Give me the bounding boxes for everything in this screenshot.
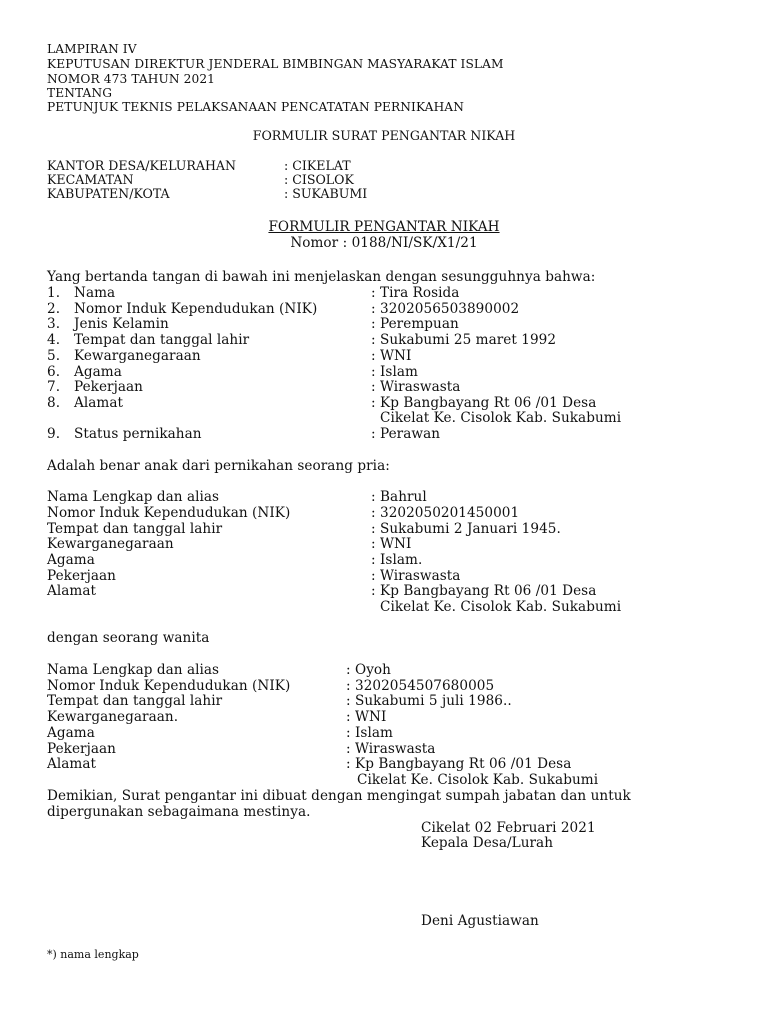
mother-label: Pekerjaan <box>47 741 116 757</box>
location-label: KANTOR DESA/KELURAHAN <box>47 158 237 173</box>
signature-position: Kepala Desa/Lurah <box>421 835 554 851</box>
item-number: 5. <box>47 348 61 364</box>
father-value: : Wiraswasta <box>371 568 461 584</box>
item-label: Pekerjaan <box>74 379 143 395</box>
item-value: : Islam <box>371 364 418 380</box>
item-label: Agama <box>74 364 122 380</box>
header-line-2: KEPUTUSAN DIREKTUR JENDERAL BIMBINGAN MASYARAKAT ISLAM <box>47 57 504 71</box>
item-label: Nama <box>74 285 116 301</box>
item-number: 3. <box>47 316 61 332</box>
item-label: Alamat <box>74 395 124 411</box>
father-value: : 3202050201450001 <box>371 505 520 521</box>
father-value: : Islam. <box>371 552 423 568</box>
item-label: Status pernikahan <box>74 426 202 442</box>
item-label: Kewarganegaraan <box>74 348 201 364</box>
intro-text: Yang bertanda tangan di bawah ini menjelaskan dengan sesungguhnya bahwa: <box>47 269 596 285</box>
item-value: : Wiraswasta <box>371 379 461 395</box>
father-label: Kewarganegaraan <box>47 536 174 552</box>
closing-text-line-2: dipergunakan sebagaimana mestinya. <box>47 804 311 820</box>
father-label: Agama <box>47 552 95 568</box>
item-number: 6. <box>47 364 61 380</box>
header-line-4: TENTANG <box>47 86 113 100</box>
mother-label: Alamat <box>47 756 97 772</box>
mother-value: : Oyoh <box>346 662 391 678</box>
item-value: : Perempuan <box>371 316 459 332</box>
father-value: : WNI <box>371 536 412 552</box>
item-value: : WNI <box>371 348 412 364</box>
father-label: Nama Lengkap dan alias <box>47 489 220 505</box>
item-value: : Kp Bangbayang Rt 06 /01 Desa <box>371 395 597 411</box>
father-value: : Sukabumi 2 Januari 1945. <box>371 521 561 537</box>
header-line-3: NOMOR 473 TAHUN 2021 <box>47 72 216 86</box>
mother-value: : WNI <box>346 709 387 725</box>
location-label: KECAMATAN <box>47 172 134 187</box>
location-label: KABUPATEN/KOTA <box>47 186 170 201</box>
mother-value: : Wiraswasta <box>346 741 436 757</box>
location-value: : SUKABUMI <box>284 186 368 201</box>
header-line-5: PETUNJUK TEKNIS PELAKSANAAN PENCATATAN PERNIKAHAN <box>47 100 464 114</box>
mother-value-continued: Cikelat Ke. Cisolok Kab. Sukabumi <box>357 772 599 788</box>
signature-name: Deni Agustiawan <box>421 913 539 929</box>
item-label: Jenis Kelamin <box>74 316 169 332</box>
mother-value: : 3202054507680005 <box>346 678 495 694</box>
father-intro: Adalah benar anak dari pernikahan seorang pria: <box>47 458 390 474</box>
mother-value: : Kp Bangbayang Rt 06 /01 Desa <box>346 756 572 772</box>
item-number: 7. <box>47 379 61 395</box>
footnote: *) nama lengkap <box>47 948 139 961</box>
item-value: : Tira Rosida <box>371 285 460 301</box>
item-number: 2. <box>47 301 61 317</box>
item-value-continued: Cikelat Ke. Cisolok Kab. Sukabumi <box>380 410 622 426</box>
mother-label: Agama <box>47 725 95 741</box>
mother-label: Nama Lengkap dan alias <box>47 662 220 678</box>
mother-value: : Sukabumi 5 juli 1986.. <box>346 693 512 709</box>
mother-intro: dengan seorang wanita <box>47 630 210 646</box>
mother-value: : Islam <box>346 725 393 741</box>
mother-label: Kewarganegaraan. <box>47 709 179 725</box>
mother-label: Tempat dan tanggal lahir <box>47 693 223 709</box>
form-title: FORMULIR SURAT PENGANTAR NIKAH <box>252 128 516 143</box>
closing-text-line-1: Demikian, Surat pengantar ini dibuat dengan mengingat sumpah jabatan dan untuk <box>47 788 631 804</box>
item-value: : Perawan <box>371 426 441 442</box>
item-value: : Sukabumi 25 maret 1992 <box>371 332 557 348</box>
father-label: Pekerjaan <box>47 568 116 584</box>
item-label: Tempat dan tanggal lahir <box>74 332 250 348</box>
header-line-1: LAMPIRAN IV <box>47 42 137 56</box>
mother-label: Nomor Induk Kependudukan (NIK) <box>47 678 291 694</box>
item-number: 9. <box>47 426 61 442</box>
father-label: Nomor Induk Kependudukan (NIK) <box>47 505 291 521</box>
item-number: 1. <box>47 285 61 301</box>
location-value: : CIKELAT <box>284 158 351 173</box>
father-value-continued: Cikelat Ke. Cisolok Kab. Sukabumi <box>380 599 622 615</box>
main-title: FORMULIR PENGANTAR NIKAH <box>268 219 500 235</box>
father-label: Tempat dan tanggal lahir <box>47 521 223 537</box>
item-value: : 3202056503890002 <box>371 301 520 317</box>
father-value: : Kp Bangbayang Rt 06 /01 Desa <box>371 583 597 599</box>
document-number: Nomor : 0188/NI/SK/X1/21 <box>290 235 478 251</box>
father-value: : Bahrul <box>371 489 427 505</box>
location-value: : CISOLOK <box>284 172 354 187</box>
father-label: Alamat <box>47 583 97 599</box>
item-number: 8. <box>47 395 61 411</box>
item-number: 4. <box>47 332 61 348</box>
signature-place-date: Cikelat 02 Februari 2021 <box>421 820 596 836</box>
item-label: Nomor Induk Kependudukan (NIK) <box>74 301 318 317</box>
